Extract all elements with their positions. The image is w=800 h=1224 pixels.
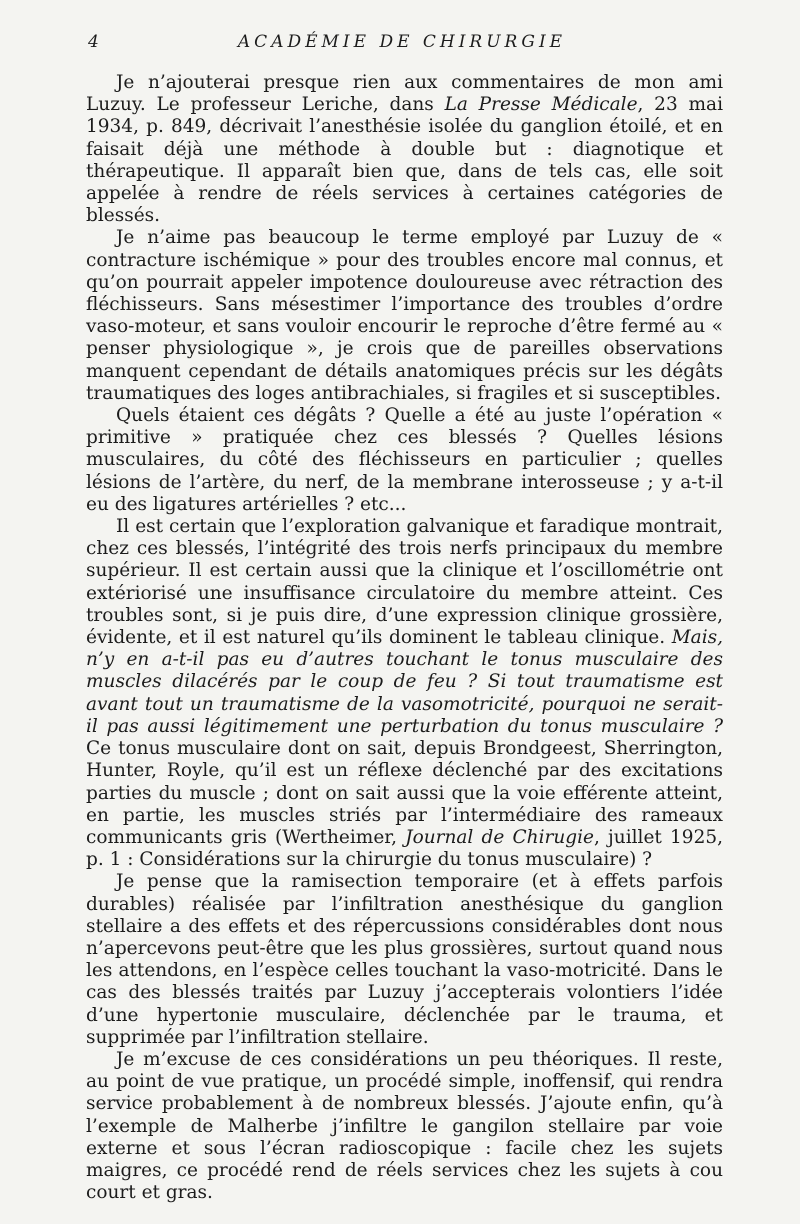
text-run: , 23 mai 1934, p. 849, décrivait l’anesthésie isolée du ganglion étoilé, et en faisait déjà une méthode à double but : diagnotique et thérapeutique. Il apparaît bien que, dans de tels cas, elle soit appelée à rendre de réels services à certaines catégories de blessés. <box>86 94 723 227</box>
text-run: Il est certain que l’exploration galvanique et faradique montrait, chez ces blessés, l’intégrité des trois nerfs principaux du membre supérieur. Il est certain aussi que la clinique et l’oscillométrie ont extériorisé une insuffisance circulatoire du membre atteint. Ces troubles sont, si je puis dire, d’une expression clinique grossière, évidente, et il est naturel qu’ils dominent le tableau clinique. <box>86 516 723 649</box>
text-run: Quels étaient ces dégâts ? Quelle a été au juste l’opération « primitive » pratiquée chez ces blessés ? Quelles lésions musculaires, du côté des fléchisseurs en particulier ; quelles lésions de l’artère, du nerf, de la membrane interosseuse ; y a-t-il eu des ligatures artérielles ? etc... <box>86 405 723 515</box>
text-run: Ce tonus musculaire dont on sait, depuis Brondgeest, Sherrington, Hunter, Royle, qu’il est un réflexe déclenché par des excitations parties du muscle ; dont on sait aussi que la voie efférente atteint, en partie, les muscles striés par l’intermédiaire des rameaux communicants gris (Wertheimer, <box>86 738 723 848</box>
text-run: Je n’ajouterai presque rien aux commentaires de mon ami Luzuy. Le professeur Leriche, dans <box>86 72 723 116</box>
text-run: Je pense que la ramisection temporaire (et à effets parfois durables) réalisée par l’infiltration anesthésique du ganglion stellaire a des effets et des répercussions considérables dont nous n’apercevons peut-être que les plus grossières, surtout quand nous les attendons, en l’espèce celles touchant la vaso-motricité. Dans le cas des blessés traités par Luzuy j’accepterais volontiers l’idée d’une hypertonie musculaire, déclenchée par le trauma, et supprimée par l’infiltration stellaire. <box>86 871 723 1048</box>
article-body <box>86 72 723 1204</box>
paragraph <box>86 405 723 516</box>
text-run: , juillet 1925, p. 1 : Considérations sur la chirurgie du tonus musculaire) ? <box>86 826 724 871</box>
journal-title: La Presse Médicale <box>444 94 638 116</box>
page-number: 4 <box>88 32 99 52</box>
text-run: Je m’excuse de ces considérations un peu théoriques. Il reste, au point de vue pratique, un procédé simple, inoffensif, qui rendra service probablement à de nombreux blessés. J’ajoute enfin, qu’à l’exemple de Malherbe j’infiltre le gangilon stellaire par voie externe et sous l’écran radioscopique : facile chez les sujets maigres, ce procédé rend de réels services chez les sujets à cou court et gras. <box>86 1048 723 1204</box>
paragraph <box>86 871 723 1049</box>
paragraph <box>86 227 723 405</box>
paragraph <box>86 1049 723 1204</box>
paragraph <box>86 72 723 227</box>
emphasized-text: Mais, n’y en a-t-il pas eu d’autres touchant le tonus musculaire des muscles dilacérés par le coup de feu ? Si tout traumatisme est avant tout un traumatisme de la vasomotricité, pourquoi ne serait-il pas aussi légitimement une perturbation du tonus musculaire ? <box>86 627 723 737</box>
paragraph <box>86 516 723 871</box>
running-title: ACADÉMIE DE CHIRURGIE <box>237 32 567 52</box>
running-header <box>84 32 720 56</box>
text-run: Je n’aime pas beaucoup le terme employé par Luzuy de « contracture ischémique » pour des troubles encore mal connus, et qu’on pourrait appeler impotence douloureuse avec rétraction des fléchisseurs. Sans mésestimer l’importance des troubles d’ordre vaso-moteur, et sans vouloir encourir le reproche d’être fermé au « penser physiologique », je crois que de pareilles observations manquent cependant de détails anatomiques précis sur les dégâts traumatiques des loges antibrachiales, si fragiles et si susceptibles. <box>86 227 723 404</box>
journal-title: Journal de Chirugie <box>405 826 594 848</box>
